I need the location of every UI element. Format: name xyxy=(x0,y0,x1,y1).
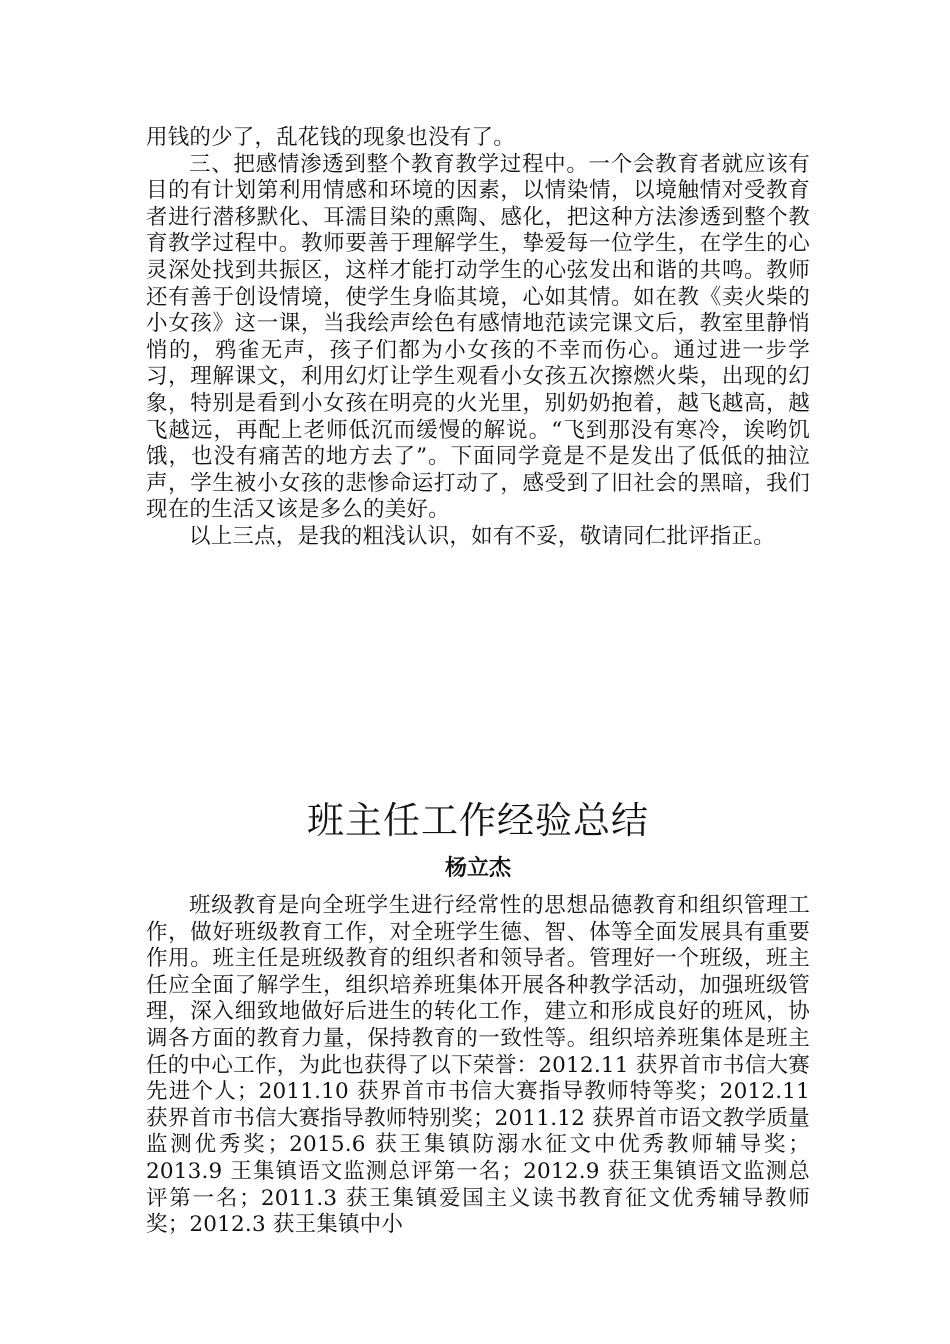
article-title: 班主任工作经验总结 xyxy=(307,799,649,842)
body-paragraph: 班级教育是向全班学生进行经常性的思想品德教育和组织管理工作，做好班级教育工作，对全班学生德、智、体等全面发展具有重要作用。班主任是班级教育的组织者和领导者。管理好一个班级，班主任应全面了解学生，组织培养班集体开展各种教学活动，加强班级管理，深入细致地做好后进生的转化工作，建立和形成良好的班风，协调各方面的教育力量，保持教育的一致性等。组织培养班集体是班主任的中心工作，为此也获得了以下荣誉：2012.11 获界首市书信大赛先进个人；2011.10 获界首市书信大赛指导教师特等奖；2012.11 获界首市书信大赛指导教师特别奖；2011.12 获界首市语文教学质量监测优秀奖；2015.6 获王集镇防溺水征文中优秀教师辅导奖；2013.9 王集镇语文监测总评第一名；2012.9 获王集镇语文监测总评第一名；2011.3 获王集镇爱国主义读书教育征文优秀辅导教师奖；2012.3 获王集镇中小 xyxy=(146,893,810,1238)
body-paragraph: 三、把感情渗透到整个教育教学过程中。一个会教育者就应该有目的有计划第利用情感和环境的因素，以情染情，以境触情对受教育者进行潜移默化、耳濡目染的熏陶、感化，把这种方法渗透到整个教育教学过程中。教师要善于理解学生，挚爱每一位学生，在学生的心灵深处找到共振区，这样才能打动学生的心弦发出和谐的共鸣。教师还有善于创设情境，使学生身临其境，心如其情。如在教《卖火柴的小女孩》这一课，当我绘声绘色有感情地范读完课文后，教室里静悄悄的，鸦雀无声，孩子们都为小女孩的不幸而伤心。通过进一步学习，理解课文，利用幻灯让学生观看小女孩五次擦燃火柴，出现的幻象，特别是看到小女孩在明亮的火光里，别奶奶抱着，越飞越高，越飞越远，再配上老师低沉而缓慢的解说。“飞到那没有寒冷，诶哟饥饿，也没有痛苦的地方去了”。下面同学竟是不是发出了低低的抽泣声，学生被小女孩的悲惨命运打动了，感受到了旧社会的黑暗，我们现在的生活又该是多么的美好。 xyxy=(146,151,810,523)
article-body xyxy=(146,893,810,1239)
body-paragraph: 以上三点，是我的粗浅认识，如有不妥，敬请同仁批评指正。 xyxy=(189,523,775,549)
previous-article-continuation xyxy=(146,125,810,551)
article-author: 杨立杰 xyxy=(444,856,511,881)
body-paragraph: 用钱的少了，乱花钱的现象也没有了。 xyxy=(146,125,515,150)
